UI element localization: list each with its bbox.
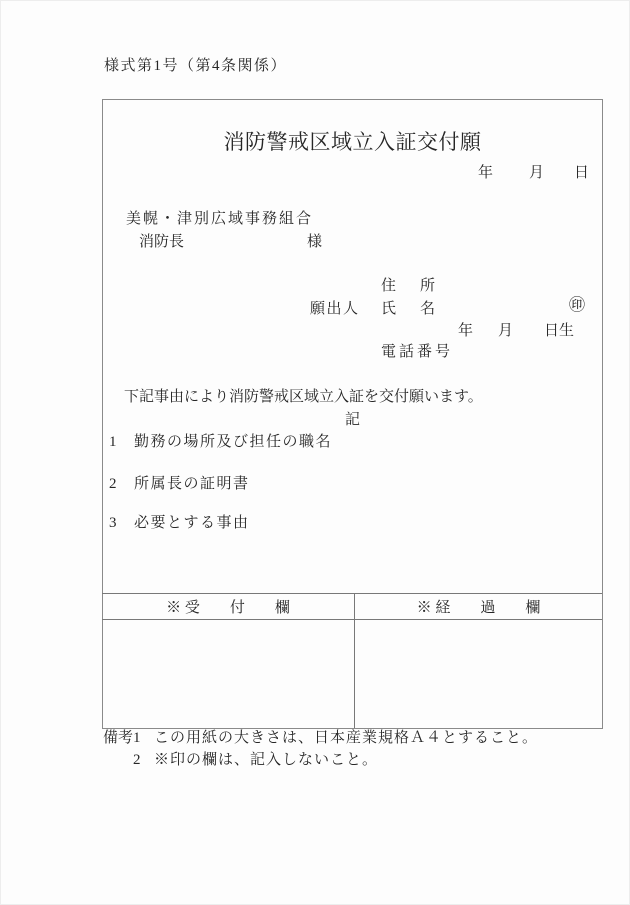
date-month-label: 月 <box>529 165 545 181</box>
applicant-name-label-text: 氏 名 <box>381 301 435 317</box>
progress-column-header <box>355 594 602 619</box>
reception-progress-table <box>102 593 602 728</box>
birth-day-label: 日生 <box>544 323 575 339</box>
progress-cell <box>355 620 602 728</box>
phone-number-label: 電話番号 <box>381 344 454 360</box>
form-title: 消防警戒区域立入証交付願 <box>223 130 482 154</box>
request-text: 下記事由により消防警戒区域立入証を交付願います。 <box>124 389 483 405</box>
item-2-number: 2 <box>109 476 117 492</box>
item-3-text: 必要とする事由 <box>134 515 250 531</box>
note-2-number: 2 <box>133 752 141 768</box>
applicant-label: 願出人 <box>310 301 360 317</box>
item-2-text: 所属長の証明書 <box>134 476 250 492</box>
notes-label: 備考 <box>103 730 134 746</box>
note-1-text: この用紙の大きさは、日本産業規格Ａ４とすること。 <box>154 730 539 746</box>
table-header-row <box>102 594 602 620</box>
date-day-label: 日 <box>574 165 590 181</box>
applicant-name-label <box>381 302 435 318</box>
reception-column-header <box>102 594 355 619</box>
addressee-honorific: 様 <box>307 234 323 250</box>
addressee-position: 消防長 <box>139 234 185 250</box>
reception-header-label: ※ 受 付 欄 <box>166 600 290 616</box>
seal-mark-icon: ㊞ <box>569 297 586 314</box>
item-3-number: 3 <box>109 515 117 531</box>
table-body-row <box>102 620 602 728</box>
item-1-text: 勤務の場所及び担任の職名 <box>134 434 333 450</box>
birth-month-label: 月 <box>498 323 514 339</box>
reception-cell <box>102 620 355 728</box>
record-heading: 記 <box>344 412 360 428</box>
applicant-address-label-text: 住 所 <box>381 278 435 294</box>
item-1-number: 1 <box>109 434 117 450</box>
applicant-address-label <box>381 279 435 295</box>
progress-header-label: ※ 経 過 欄 <box>416 600 541 616</box>
date-year-label: 年 <box>478 165 494 181</box>
addressee-organization: 美幌・津別広域事務組合 <box>126 211 314 227</box>
note-2-text: ※印の欄は、記入しないこと。 <box>154 752 379 768</box>
note-1-number: 1 <box>133 730 141 746</box>
birth-year-label: 年 <box>458 323 474 339</box>
form-number-label: 様式第1号（第4条関係） <box>104 58 288 74</box>
